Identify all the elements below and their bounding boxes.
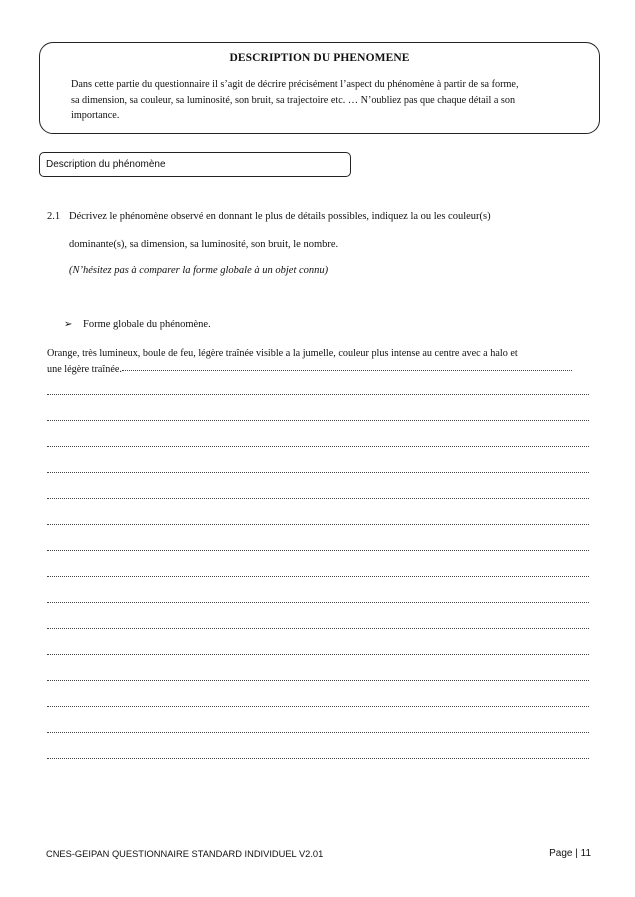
section-title: DESCRIPTION DU PHENOMENE <box>229 52 410 64</box>
footer-page-number: Page | 11 <box>549 848 591 859</box>
answer-line-blank <box>47 524 589 525</box>
answer-line-blank <box>47 732 589 733</box>
section-label: Description du phénomène <box>46 159 166 170</box>
sub-item <box>64 319 211 330</box>
answer-line-blank <box>47 706 589 707</box>
answer-line-blank <box>47 472 589 473</box>
sub-item-label: Forme globale du phénomène. <box>83 319 211 330</box>
answer-line-1: Orange, très lumineux, boule de feu, légère traînée visible a la jumelle, couleur plus intense au centre avec a halo et <box>47 348 518 359</box>
answer-line-2 <box>47 362 589 378</box>
answer-line-blank <box>47 680 589 681</box>
answer-line-blank <box>47 576 589 577</box>
question-hint: (N’hésitez pas à comparer la forme globale à un objet connu) <box>69 265 329 276</box>
intro-line-1: Dans cette partie du questionnaire il s’agit de décrire précisément l’aspect du phénomène à partir de sa forme, <box>71 79 519 90</box>
answer-line-2-text: une légère traînée. <box>47 363 122 375</box>
answer-fill-dots <box>122 370 572 371</box>
section-label-box <box>39 152 351 177</box>
answer-line-blank <box>47 628 589 629</box>
intro-line-2: sa dimension, sa couleur, sa luminosité, son bruit, sa trajectoire etc. … N’oubliez pas que chaque détail a son <box>71 94 516 106</box>
footer-document-title: CNES-GEIPAN QUESTIONNAIRE STANDARD INDIVIDUEL V2.01 <box>46 849 324 859</box>
answer-line-blank <box>47 758 589 759</box>
question-number: 2.1 <box>47 211 61 222</box>
answer-line-blank <box>47 446 589 447</box>
answer-line-blank <box>47 498 589 499</box>
intro-line-3: importance. <box>71 110 120 121</box>
question-text-line-1: Décrivez le phénomène observé en donnant le plus de détails possibles, indiquez la ou les couleur(s) <box>69 211 491 222</box>
answer-line-blank <box>47 394 589 395</box>
intro-text <box>71 77 587 124</box>
question-text-line-2: dominante(s), sa dimension, sa luminosité, son bruit, le nombre. <box>69 239 339 250</box>
answer-line-blank <box>47 602 589 603</box>
answer-text <box>47 346 589 377</box>
intro-box <box>39 42 600 134</box>
answer-line-blank <box>47 420 589 421</box>
arrow-bullet-icon: ➢ <box>64 319 73 330</box>
answer-line-blank <box>47 550 589 551</box>
answer-line-blank <box>47 654 589 655</box>
